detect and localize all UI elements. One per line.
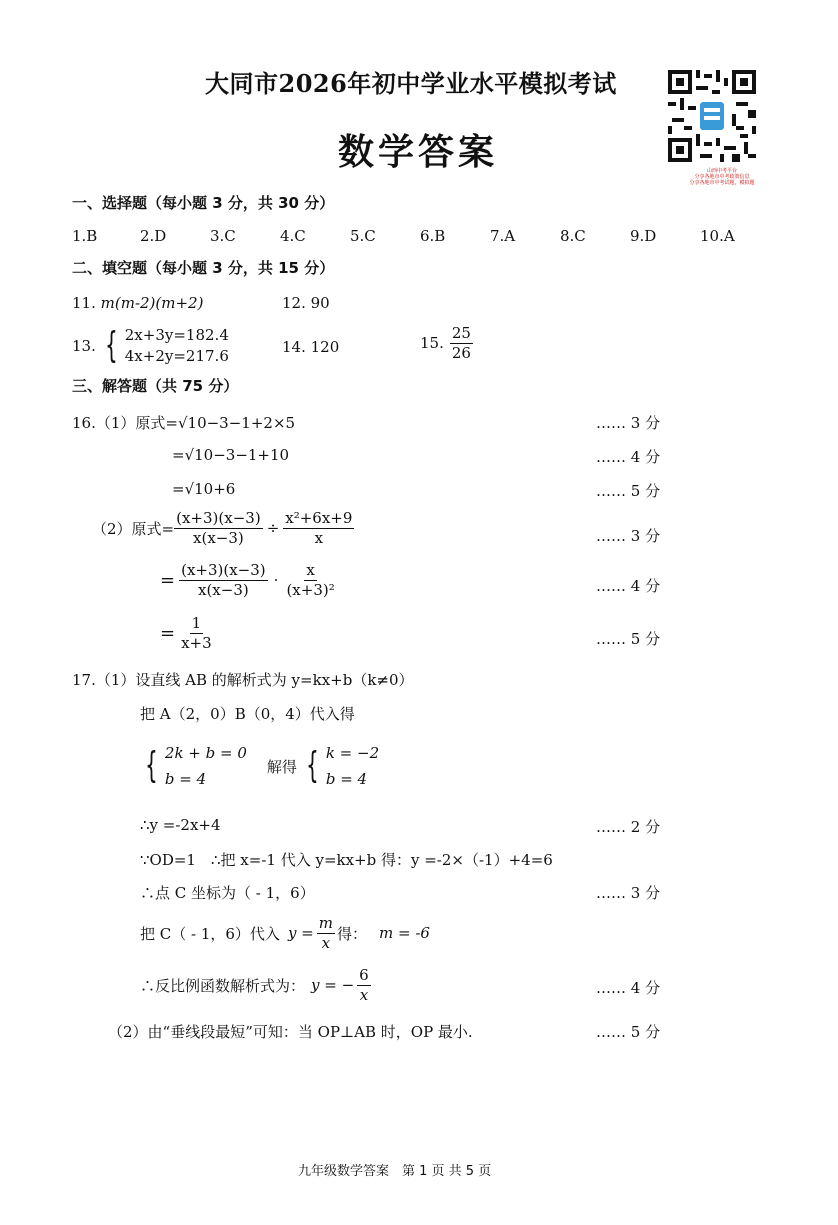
score-mark: …… 5 分: [596, 1023, 661, 1041]
choice-answer: 1.B: [72, 227, 98, 245]
fill-answer-15: 15. $\frac{25}{26}$: [420, 324, 471, 362]
qr-caption: 山西中考平台 分享各地市中考政策信息 分享各地市中考试题，模拟题: [689, 168, 755, 186]
score-mark: …… 3 分: [596, 884, 661, 902]
section-solution-heading: 三、解答题（共 75 分）: [72, 377, 239, 395]
choice-answer: 10.A: [700, 227, 735, 245]
fill-answer-14: 14. 120: [282, 338, 340, 356]
left-brace: {: [145, 745, 158, 786]
q17-line4: ∵OD=1 ∴把 x=-1 代入 y=kx+b 得：y =-2×（-1）+4=6: [140, 851, 553, 869]
fraction: $\frac{6}{x}$: [359, 966, 369, 1004]
fraction: $\frac{m}{x}$: [318, 914, 333, 952]
left-brace: {: [306, 745, 319, 786]
score-mark: …… 4 分: [596, 577, 661, 595]
left-brace: {: [105, 325, 118, 366]
score-mark: …… 5 分: [596, 482, 661, 500]
fraction: $\frac{1}{x+3}$: [181, 614, 212, 652]
q16-part1-line2: =√10−3−1+10: [172, 446, 290, 464]
exam-title: 大同市2026年初中学业水平模拟考试: [205, 69, 617, 98]
score-mark: …… 3 分: [596, 527, 661, 545]
score-mark: …… 4 分: [596, 979, 661, 997]
score-mark: …… 3 分: [596, 414, 661, 432]
choice-answer: 8.C: [560, 227, 586, 245]
score-mark: …… 5 分: [596, 630, 661, 648]
q16-part1-line3: =√10+6: [172, 480, 236, 498]
score-mark: …… 4 分: [596, 448, 661, 466]
q17-line3: ∴y =-2x+4: [140, 816, 221, 834]
q16-part2-line2: = $\frac{(x+3)(x-3)}{x(x-3)}$ · $\frac{x}{\text{(x+3)²}}$: [160, 561, 335, 599]
q17-line2: 把 A（2，0）B（0，4）代入得: [140, 705, 355, 723]
section-choice-heading: 一、选择题（每小题 3 分，共 30 分）: [72, 194, 335, 212]
fill-answer-12: 12. 90: [282, 294, 330, 312]
q17-line7: ∴反比例函数解析式为： y = − $\frac{6}{x}$: [140, 966, 369, 1004]
choice-answer: 7.A: [490, 227, 516, 245]
fraction: $\frac{25}{26}$: [451, 324, 471, 362]
equation-system: { 2x+3y=182.4 4x+2y=217.6: [105, 325, 229, 366]
q17-line5: ∴点 C 坐标为（ - 1，6）: [140, 884, 315, 902]
fraction: $\frac{\text{x²+6x+9}}{x}$: [285, 509, 353, 547]
choice-answer: 4.C: [280, 227, 306, 245]
section-fill-heading: 二、填空题（每小题 3 分，共 15 分）: [72, 259, 335, 277]
answer-title: 数学答案: [338, 132, 499, 173]
equation-system: { k = −2 b = 4: [306, 744, 380, 788]
score-mark: …… 2 分: [596, 818, 661, 836]
fraction: $\frac{(x+3)(x-3)}{x(x-3)}$: [176, 509, 261, 547]
choice-answer: 3.C: [210, 227, 236, 245]
q17-line6: 把 C（ - 1，6）代入 y = $\frac{m}{x}$ 得： m = -6: [140, 914, 430, 952]
fill-answer-11: 11. m(m-2)(m+2): [72, 294, 204, 312]
fill-answer-13: 13. { 2x+3y=182.4 4x+2y=217.6: [72, 325, 229, 366]
choice-answer: 9.D: [630, 227, 657, 245]
choice-answer: 5.C: [350, 227, 376, 245]
q16-part2-line1: （2）原式= $\frac{(x+3)(x-3)}{x(x-3)}$ ÷ $\frac{\text{x²+6x+9}}{x}$: [92, 509, 353, 547]
fraction: $\frac{x}{\text{(x+3)²}}$: [286, 561, 335, 599]
equation-system: { 2k + b = 0 b = 4: [145, 744, 247, 788]
q16-part2-line3: = $\frac{1}{x+3}$: [160, 614, 212, 652]
q17-line1: 17.（1）设直线 AB 的解析式为 y=kx+b（k≠0）: [72, 671, 414, 689]
q16-part1-line1: 16.（1）原式=√10−3−1+2×5: [72, 414, 296, 432]
q17-line8: （2）由“垂线段最短”可知：当 OP⊥AB 时，OP 最小.: [108, 1023, 473, 1041]
choice-answer: 6.B: [420, 227, 446, 245]
fraction: $\frac{(x+3)(x-3)}{x(x-3)}$: [181, 561, 266, 599]
qr-code-image: [668, 70, 756, 162]
choice-answer: 2.D: [140, 227, 167, 245]
q17-equation-systems: { 2k + b = 0 b = 4 解得 { k = −2 b = 4: [140, 740, 379, 792]
page-footer: 九年级数学答案 第 1 页 共 5 页: [298, 1164, 492, 1179]
